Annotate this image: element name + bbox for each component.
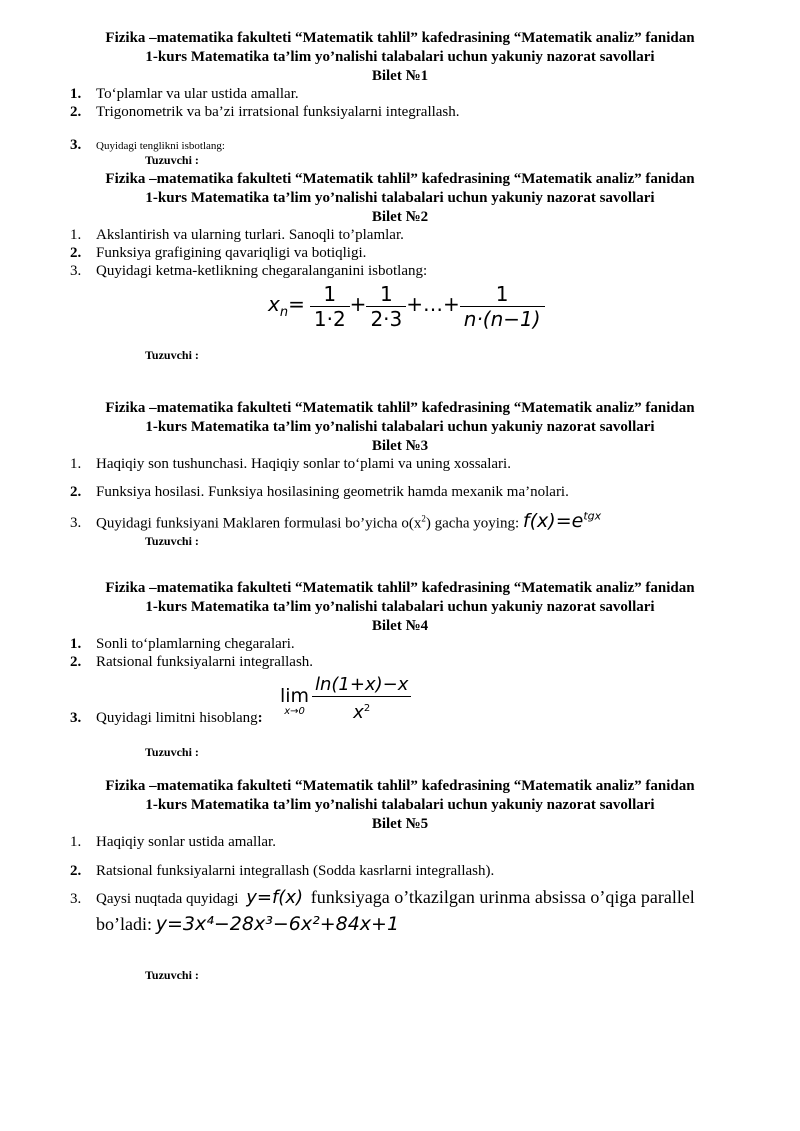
header-line-1: Fizika –matematika fakulteti “Matematik tahlil” kafedrasining “Matematik analiz” fanidan [105,400,695,416]
header-line-2: 1-kurs Matematika ta’lim yo’nalishi talabalari uchun yakuniy nazorat savollari [145,419,655,435]
fraction-1 [310,282,350,331]
colon: : [257,710,263,726]
question-text: Sonli to‘plamlarning chegaralari. [96,636,295,652]
header-line-1: Fizika –matematika fakulteti “Matematik tahlil” kafedrasining “Matematik analiz” fanidan [105,580,695,596]
formula-power: tgx [583,510,602,523]
question-text: Trigonometrik va ba’zi irratsional funksiyalarni integrallash. [96,104,460,120]
ticket-5-question-2 [70,862,494,880]
header-line-2: 1-kurs Matematika ta’lim yo’nalishi talabalari uchun yakuniy nazorat savollari [145,797,655,813]
question-number: 1. [70,456,82,472]
lim-label: lim [280,685,310,707]
den-var: x [353,702,364,723]
header-line-1: Fizika –matematika fakulteti “Matematik tahlil” kafedrasining “Matematik analiz” fanidan [105,778,695,794]
fraction-3 [460,282,545,331]
ticket-5-question-1 [70,833,276,851]
ticket-2-header [0,170,800,227]
ticket-2-question-3 [70,262,427,280]
tuzuvchi-label: Tuzuvchi : [145,534,199,548]
ticket-4-question-1 [70,635,295,653]
question-text: Funksiya grafigining qavariqligi va botiqligi. [96,245,367,261]
ticket-2-question-1 [70,226,404,244]
question-text: To‘plamlar va ular ustida amallar. [96,86,299,102]
den-power: 2 [363,703,371,714]
ticket-4-question-2 [70,653,313,671]
ticket-5-question-3-cont [96,912,399,938]
question-text: Funksiya hosilasi. Funksiya hosilasining geometrik hamda mexanik ma’nolari. [96,484,569,500]
question-text: Akslantirish va ularning turlari. Sanoqli to’plamlar. [96,227,404,243]
function-expression: y=f(x) [246,887,304,908]
ticket-1-question-1 [70,85,299,103]
fraction-2 [366,282,406,331]
formula-e: e [571,510,584,533]
question-number: 2. [70,484,82,500]
question-text: Haqiqiy sonlar ustida amallar. [96,834,276,850]
sequence-formula [268,282,545,331]
question-number: 2. [70,104,82,120]
lim-subscript: x→0 [284,706,305,717]
question-text: Quyidagi funksiyani Maklaren formulasi bo’yicha o(x [96,515,422,532]
ticket-3-question-2 [70,483,569,501]
question-text: bo’ladi: [96,914,152,934]
question-text: Quyidagi tenglikni isbotlang: [96,140,225,152]
ticket-4-question-3 [70,709,263,727]
question-text: Ratsional funksiyalarni integrallash (Sodda kasrlarni integrallash). [96,863,495,879]
header-line-2: 1-kurs Matematika ta’lim yo’nalishi talabalari uchun yakuniy nazorat savollari [145,599,655,615]
fraction-numerator: 1 [366,282,406,307]
question-number: 2. [70,245,82,261]
formula-arg: (x) [529,510,556,533]
superscript: 2 [421,513,426,524]
ticket-5-header [0,777,800,834]
tuzuvchi-label: Tuzuvchi : [145,745,199,759]
ticket-title: Bilet №1 [371,68,429,84]
fraction-numerator: 1 [310,282,350,307]
question-number: 3. [70,263,82,279]
question-text: funksiyaga o’tkazilgan urinma absissa o’qiga parallel [310,887,695,907]
formula-eq: = [288,292,305,317]
ticket-1-header [0,29,800,86]
question-number: 3. [70,710,82,726]
formula-var: x [268,292,280,317]
question-text: Qaysi nuqtada quyidagi [96,891,239,907]
question-number: 1. [70,86,82,102]
limit-fraction [312,674,411,725]
question-number: 1. [70,227,82,243]
tuzuvchi-label: Tuzuvchi : [145,348,199,362]
question-number: 2. [70,654,82,670]
ticket-3-question-3 [70,508,601,532]
ticket-1-question-2 [70,103,460,121]
question-text: Haqiqiy son tushunchasi. Haqiqiy sonlar to‘plami va uning xossalari. [96,456,511,472]
ticket-title: Bilet №5 [371,816,429,832]
tuzuvchi-label: Tuzuvchi : [145,968,199,982]
ticket-2-question-2 [70,244,366,262]
tuzuvchi-label: Tuzuvchi : [145,153,199,167]
fraction-denominator [312,697,411,725]
header-line-1: Fizika –matematika fakulteti “Matematik tahlil” kafedrasining “Matematik analiz” fanidan [105,30,695,46]
ticket-5-question-3 [70,886,695,910]
question-number: 3. [70,891,82,907]
formula-plus: + [349,292,367,317]
header-line-2: 1-kurs Matematika ta’lim yo’nalishi talabalari uchun yakuniy nazorat savollari [145,49,655,65]
ticket-title: Bilet №2 [371,209,429,225]
header-line-2: 1-kurs Matematika ta’lim yo’nalishi talabalari uchun yakuniy nazorat savollari [145,190,655,206]
question-number: 3. [70,515,82,532]
formula-f: f [522,510,530,533]
ticket-3-question-1 [70,455,511,473]
fraction-denominator: 2·3 [370,307,403,331]
formula-dots: +…+ [406,292,460,317]
question-number: 3. [70,137,82,153]
fraction-numerator: 1 [460,282,545,307]
fraction-numerator: ln(1+x)−x [312,674,411,697]
formula-sub: n [279,305,289,321]
fraction-denominator: 1·2 [313,307,346,331]
question-text: Quyidagi ketma-ketlikning chegaralanganini isbotlang: [96,263,428,279]
question-text: Ratsional funksiyalarni integrallash. [96,654,314,670]
question-text: ) gacha yoying: [425,515,520,532]
fraction-denominator: n·(n−1) [463,307,541,331]
question-number: 1. [70,834,82,850]
ticket-4-header [0,579,800,636]
ticket-title: Bilet №3 [371,438,429,454]
question-number: 1. [70,636,82,652]
ticket-title: Bilet №4 [371,618,429,634]
formula-eq: = [555,510,572,533]
ticket-3-header [0,399,800,456]
header-line-1: Fizika –matematika fakulteti “Matematik tahlil” kafedrasining “Matematik analiz” fanidan [105,171,695,187]
question-text: Quyidagi limitni hisoblang [96,710,258,726]
maclaurin-formula [523,511,601,532]
question-number: 2. [70,863,82,879]
limit-operator [280,686,309,717]
polynomial-formula: y=3x⁴−28x³−6x²+84x+1 [155,913,400,935]
